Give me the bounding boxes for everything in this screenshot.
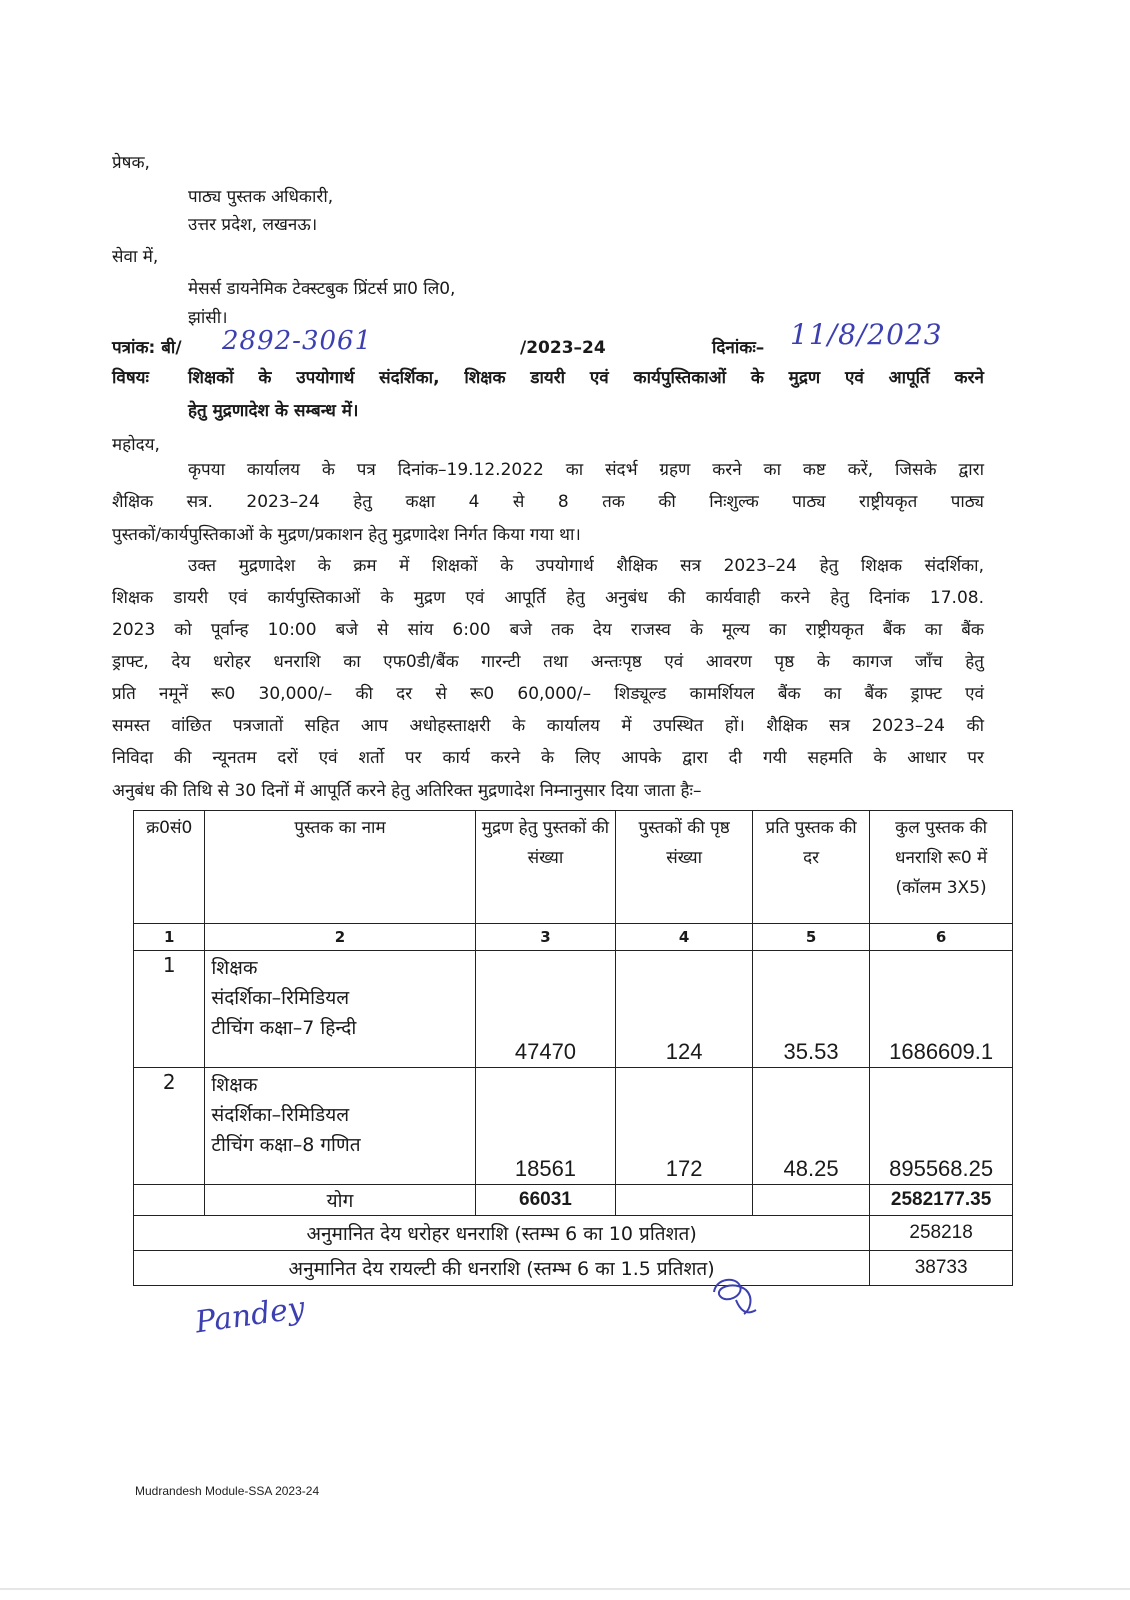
para1-line-3: पुस्तकों/कार्यपुस्तिकाओं के मुद्रण/प्रकाशन हेतु मुद्रणादेश निर्गत किया गया था। <box>112 525 581 545</box>
header-quantity: मुद्रण हेतु पुस्तकों की संख्या <box>475 811 616 924</box>
column-number: 6 <box>870 924 1013 951</box>
column-number: 3 <box>475 924 616 951</box>
salutation: महोदय, <box>112 435 160 455</box>
column-number: 5 <box>752 924 869 951</box>
print-order-table <box>133 810 1013 1286</box>
row-serial: 2 <box>134 1068 205 1185</box>
earnest-money-row <box>134 1216 1013 1251</box>
sender-line-1: पाठ्य पुस्तक अधिकारी, <box>188 187 334 207</box>
royalty-row <box>134 1251 1013 1286</box>
row-amount: 895568.25 <box>870 1068 1013 1185</box>
para2-line-3: 2023 को पूर्वान्ह 10:00 बजे से सांय 6:00 बजे तक देय राजस्व के मूल्य का राष्ट्रीयकृत बैंक का बैंक <box>112 620 984 640</box>
header-rate: प्रति पुस्तक की दर <box>752 811 869 924</box>
book-name-line: संदर्शिका–रिमिडियल <box>211 1104 350 1126</box>
para2-line-1: उक्त मुद्रणादेश के क्रम में शिक्षकों के उपयोगार्थ शैक्षिक सत्र 2023–24 हेतु शिक्षक संदर्शिका, <box>188 556 984 576</box>
row-rate: 35.53 <box>752 951 869 1068</box>
header-serial: क्र0सं0 <box>134 811 205 924</box>
para2-line-7: निविदा की न्यूनतम दरों एवं शर्तो पर कार्य करने के लिए आपके द्वारा दी गयी सहमति के आधार पर <box>112 748 984 768</box>
total-empty-cell <box>134 1185 205 1216</box>
subject-label: विषयः <box>112 368 149 388</box>
total-empty-cell <box>616 1185 753 1216</box>
column-number-row <box>134 924 1013 951</box>
letter-number-handwritten: 2892-3061 <box>222 326 373 356</box>
row-pages: 172 <box>616 1068 753 1185</box>
earnest-money-label: अनुमानित देय धरोहर धनराशि (स्तम्भ 6 का 10 प्रतिशत) <box>134 1216 870 1251</box>
book-name-line: शिक्षक <box>211 957 258 979</box>
header-pages: पुस्तकों की पृष्ठ संख्या <box>616 811 753 924</box>
page-bottom-edge <box>0 1588 1130 1590</box>
row-quantity: 47470 <box>475 951 616 1068</box>
para2-line-4: ड्राफ्ट, देय धरोहर धनराशि का एफ0डी/बैंक गारन्टी तथा अन्तःपृष्ठ एवं आवरण पृष्ठ के कागज जाँच हेतु <box>112 652 984 672</box>
row-pages: 124 <box>616 951 753 1068</box>
book-name-line: टीचिंग कक्षा–7 हिन्दी <box>211 1017 357 1039</box>
para2-line-8: अनुबंध की तिथि से 30 दिनों में आपूर्ति करने हेतु अतिरिक्त मुद्रणादेश निम्नानुसार दिया जाता हैः– <box>112 781 702 801</box>
signature-initials-icon <box>706 1270 766 1320</box>
recipient-line-2: झांसी। <box>188 308 228 328</box>
row-serial: 1 <box>134 951 205 1068</box>
total-empty-cell <box>752 1185 869 1216</box>
header-amount: कुल पुस्तक की धनराशि रू0 में (कॉलम 3X5) <box>870 811 1013 924</box>
royalty-value: 38733 <box>870 1251 1013 1286</box>
subject-line-1: शिक्षकों के उपयोगार्थ संदर्शिका, शिक्षक डायरी एवं कार्यपुस्तिकाओं के मुद्रण एवं आपूर्ति करने <box>188 368 984 388</box>
row-book-name <box>205 951 475 1068</box>
date-handwritten: 11/8/2023 <box>790 318 943 351</box>
sender-line-2: उत्तर प्रदेश, लखनऊ। <box>188 215 318 235</box>
royalty-label: अनुमानित देय रायल्टी की धनराशि (स्तम्भ 6 का 1.5 प्रतिशत) <box>134 1251 870 1286</box>
para2-line-6: समस्त वांछित पत्रजातों सहित आप अधोहस्ताक्षरी के कार्यालय में उपस्थित हों। शैक्षिक सत्र 2023–24 की <box>112 716 984 736</box>
para1-line-1: कृपया कार्यालय के पत्र दिनांक–19.12.2022 का संदर्भ ग्रहण करने का कष्ट करें, जिसके द्वारा <box>188 460 984 480</box>
row-quantity: 18561 <box>475 1068 616 1185</box>
recipient-label: सेवा में, <box>112 247 159 267</box>
column-number: 4 <box>616 924 753 951</box>
row-amount: 1686609.1 <box>870 951 1013 1068</box>
total-quantity: 66031 <box>475 1185 616 1216</box>
row-rate: 48.25 <box>752 1068 869 1185</box>
footer-module-label: Mudrandesh Module-SSA 2023-24 <box>135 1484 320 1498</box>
header-book-name: पुस्तक का नाम <box>205 811 475 924</box>
table-header-row <box>134 811 1013 924</box>
para2-line-5: प्रति नमूनें रू0 30,000/– की दर से रू0 60,000/– शिड्यूल्ड कामर्शियल बैंक का बैंक ड्राफ्ट एवं <box>112 684 984 704</box>
subject-line-2: हेतु मुद्रणादेश के सम्बन्ध में। <box>188 401 359 421</box>
recipient-line-1: मेसर्स डायनेमिक टेक्स्टबुक प्रिंटर्स प्रा0 लि0, <box>188 279 456 299</box>
total-row <box>134 1185 1013 1216</box>
date-label: दिनांकः– <box>712 338 765 358</box>
letter-number-suffix: /2023–24 <box>520 338 606 358</box>
total-amount: 2582177.35 <box>870 1185 1013 1216</box>
signature-left: Pandey <box>193 1290 307 1341</box>
column-number: 2 <box>205 924 475 951</box>
total-label: योग <box>205 1185 475 1216</box>
table-row <box>134 1068 1013 1185</box>
book-name-line: टीचिंग कक्षा–8 गणित <box>211 1134 361 1156</box>
signature-right <box>706 1270 766 1324</box>
column-number: 1 <box>134 924 205 951</box>
sender-label: प्रेषक, <box>112 153 150 173</box>
earnest-money-value: 258218 <box>870 1216 1013 1251</box>
row-book-name <box>205 1068 475 1185</box>
book-name-line: शिक्षक <box>211 1074 258 1096</box>
para2-line-2: शिक्षक डायरी एवं कार्यपुस्तिकाओं के मुद्रण एवं आपूर्ति हेतु अनुबंध की कार्यवाही करने हेतु दिनांक 17.08. <box>112 588 984 608</box>
letter-number-label: पत्रांक: बी/ <box>112 338 182 358</box>
table-row <box>134 951 1013 1068</box>
para1-line-2: शैक्षिक सत्र. 2023–24 हेतु कक्षा 4 से 8 तक की निःशुल्क पाठ्य राष्ट्रीयकृत पाठ्य <box>112 492 984 512</box>
book-name-line: संदर्शिका–रिमिडियल <box>211 987 350 1009</box>
